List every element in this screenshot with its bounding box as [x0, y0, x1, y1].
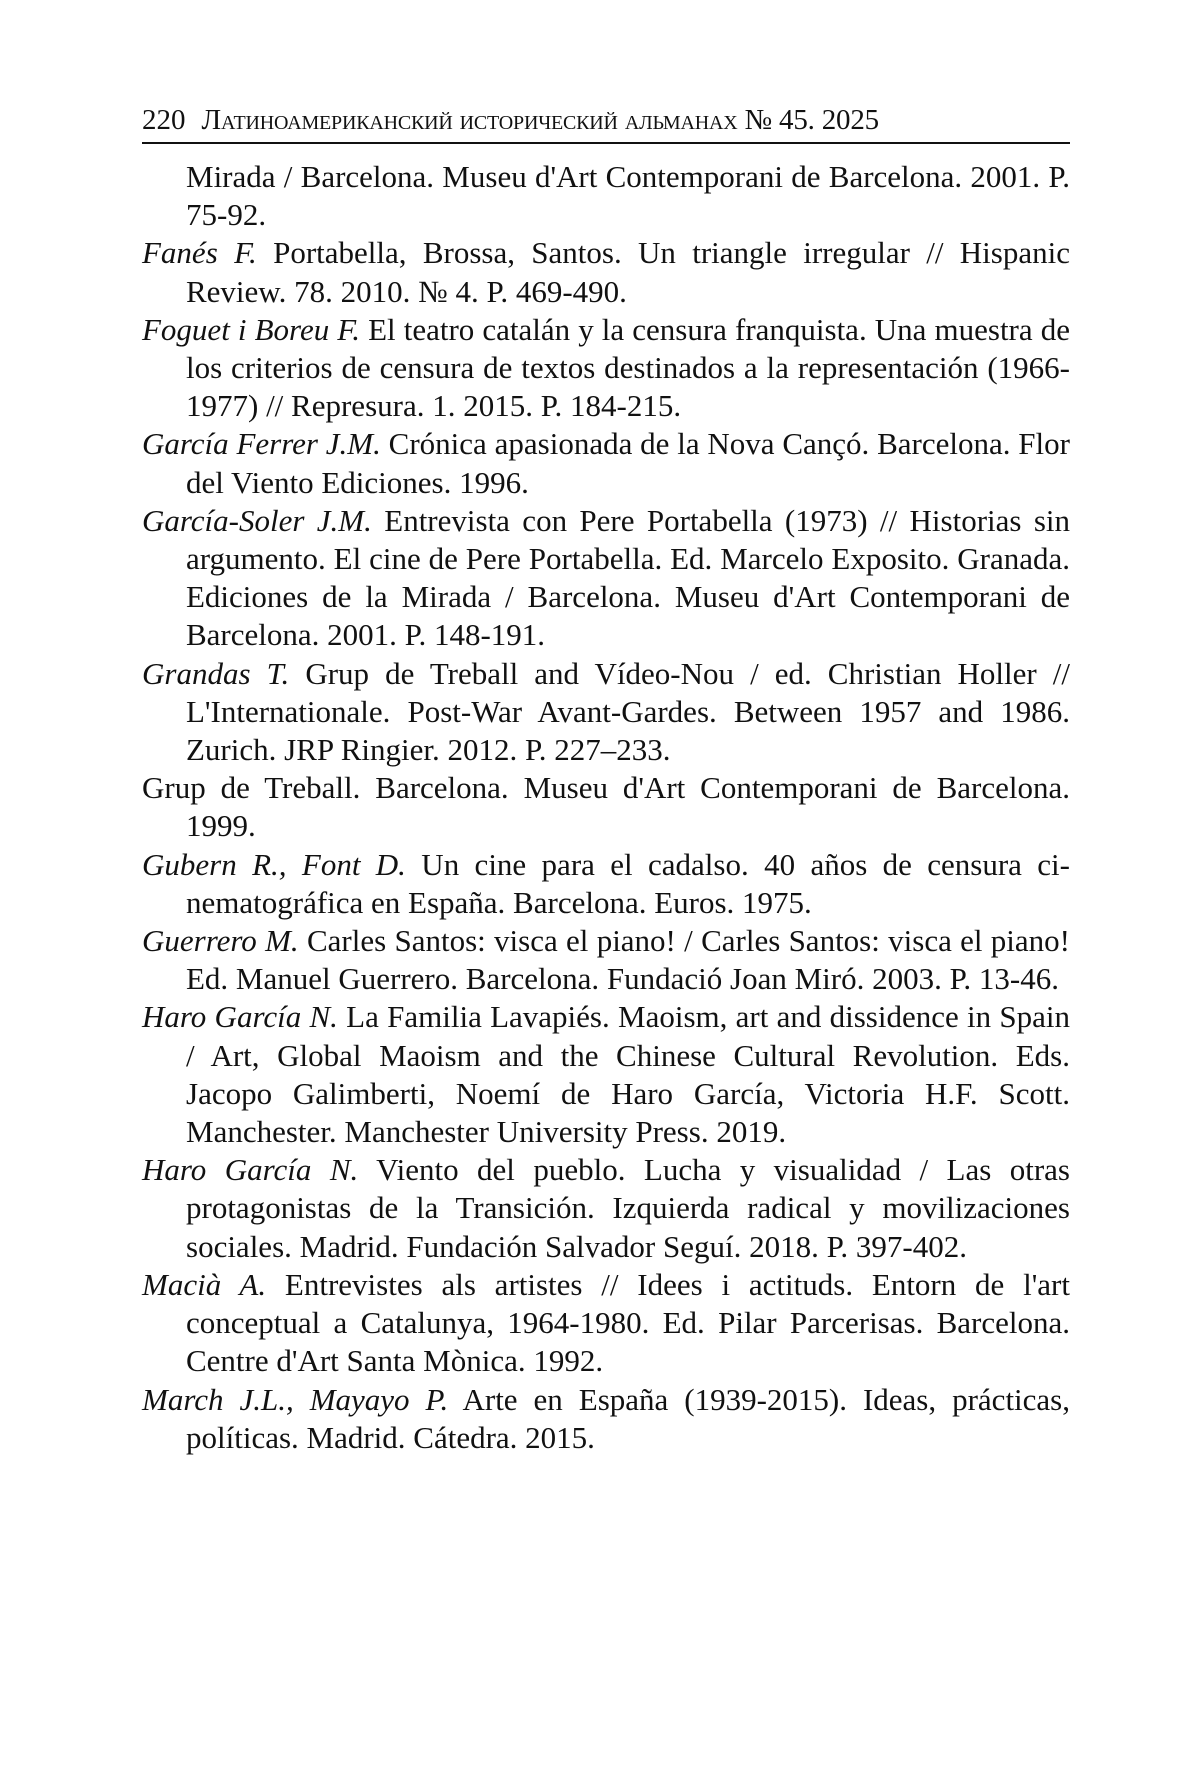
- entry-text: Entrevistes als artistes // Idees i actituds. Entorn de l'art conceptual a Catalunya, 1964-1980. Ed. Pilar Parcerisas. Barcelona. Centre d'Art Santa Mònica. 1992.: [186, 1266, 1070, 1379]
- entry-author: March J.L., Mayayo P.: [142, 1381, 449, 1417]
- page-number: 220: [142, 104, 186, 136]
- entry-text: Crónica apasionada de la Nova Cançó. Barcelona. Flor del Viento Ediciones. 1996.: [186, 426, 1070, 500]
- bibliography-entry: [142, 769, 1070, 845]
- bibliography-entry: [142, 846, 1070, 922]
- entry-author: García-Soler J.M.: [142, 502, 372, 538]
- bibliography-entry: [142, 922, 1070, 998]
- entry-text: La Familia Lavapiés. Maoism, art and dissidence in Spain / Art, Global Maoism and the Chinese Cultural Revolution. Eds. Jacopo Galimberti, Noemí de Haro García, Victoria H.F. Scott. Manchester. Manchester University Press. 2019.: [186, 999, 1070, 1150]
- entry-text: El teatro catalán y la censura franquista. Una muestra de los criterios de censura de textos destinados a la representación (1966-1977) // Represura. 1. 2015. P. 184-215.: [186, 311, 1070, 424]
- bibliography-entry: [142, 1266, 1070, 1381]
- bibliography-entry: [142, 998, 1070, 1151]
- entry-text: Grup de Treball and Vídeo-Nou / ed. Christian Holler // L'Internationale. Post-War Avant-Gardes. Between 1957 and 1986. Zurich. JRP Ringier. 2012. P. 227–233.: [186, 655, 1070, 768]
- bibliography-entry: [142, 1151, 1070, 1266]
- entry-author: García Ferrer J.M.: [142, 426, 381, 462]
- entry-text: Arte en España (1939-2015). Ideas, prácticas, políticas. Madrid. Cátedra. 2015.: [186, 1381, 1070, 1455]
- bibliography-entry: [142, 158, 1070, 234]
- journal-title: Латиноамериканский исторический альманах № 45. 2025: [201, 104, 879, 136]
- entry-author: Foguet i Boreu F.: [142, 311, 360, 347]
- entry-text: Grup de Treball. Barcelona. Museu d'Art Contemporani de Barcelona. 1999.: [142, 770, 1070, 844]
- entry-author: Haro García N.: [142, 1152, 359, 1188]
- bibliography-entry: [142, 425, 1070, 501]
- document-page: [142, 100, 1070, 1457]
- entry-author: Haro García N.: [142, 999, 338, 1035]
- entry-author: Grandas T.: [142, 655, 290, 691]
- bibliography-entry: [142, 234, 1070, 310]
- entry-text: Viento del pueblo. Lucha y visualidad / Las otras protagonistas de la Transición. Izquierda radical y movilizaciones sociales. Madrid. Fundación Salvador Seguí. 2018. P. 397-402.: [186, 1152, 1070, 1264]
- entry-text: Mirada / Barcelona. Museu d'Art Contemporani de Barcelona. 2001. P. 75-92.: [186, 159, 1070, 233]
- entry-text: Entrevista con Pere Portabella (1973) // Historias sin argumento. El cine de Pere Portabella. Ed. Marcelo Exposito. Granada. Ediciones de la Mirada / Barcelona. Museu d'Art Contemporani de Barcelona. 2001. P. 148-191.: [186, 502, 1071, 653]
- bibliography-entry: [142, 655, 1070, 770]
- entry-author: Gubern R., Font D.: [142, 846, 406, 882]
- bibliography-entry: [142, 311, 1070, 426]
- entry-text: Portabella, Brossa, Santos. Un triangle irregular // Hispanic Review. 78. 2010. № 4. P. 469-490.: [186, 235, 1070, 309]
- entry-author: Guerrero M.: [142, 923, 299, 959]
- running-header: [142, 100, 1070, 144]
- entry-author: Fanés F.: [142, 235, 257, 271]
- entry-text: Un cine para el cadalso. 40 años de censura cinematográfica en España. Barcelona. Euros. 1975.: [186, 846, 1070, 920]
- entry-text: Carles Santos: visca el piano! / Carles Santos: visca el piano! Ed. Manuel Guerrero. Barcelona. Fundació Joan Miró. 2003. P. 13-46.: [186, 923, 1071, 997]
- bibliography-entry: [142, 502, 1070, 655]
- entry-author: Macià A.: [142, 1266, 267, 1302]
- bibliography-entry: [142, 1381, 1070, 1457]
- bibliography-list: [142, 158, 1070, 1457]
